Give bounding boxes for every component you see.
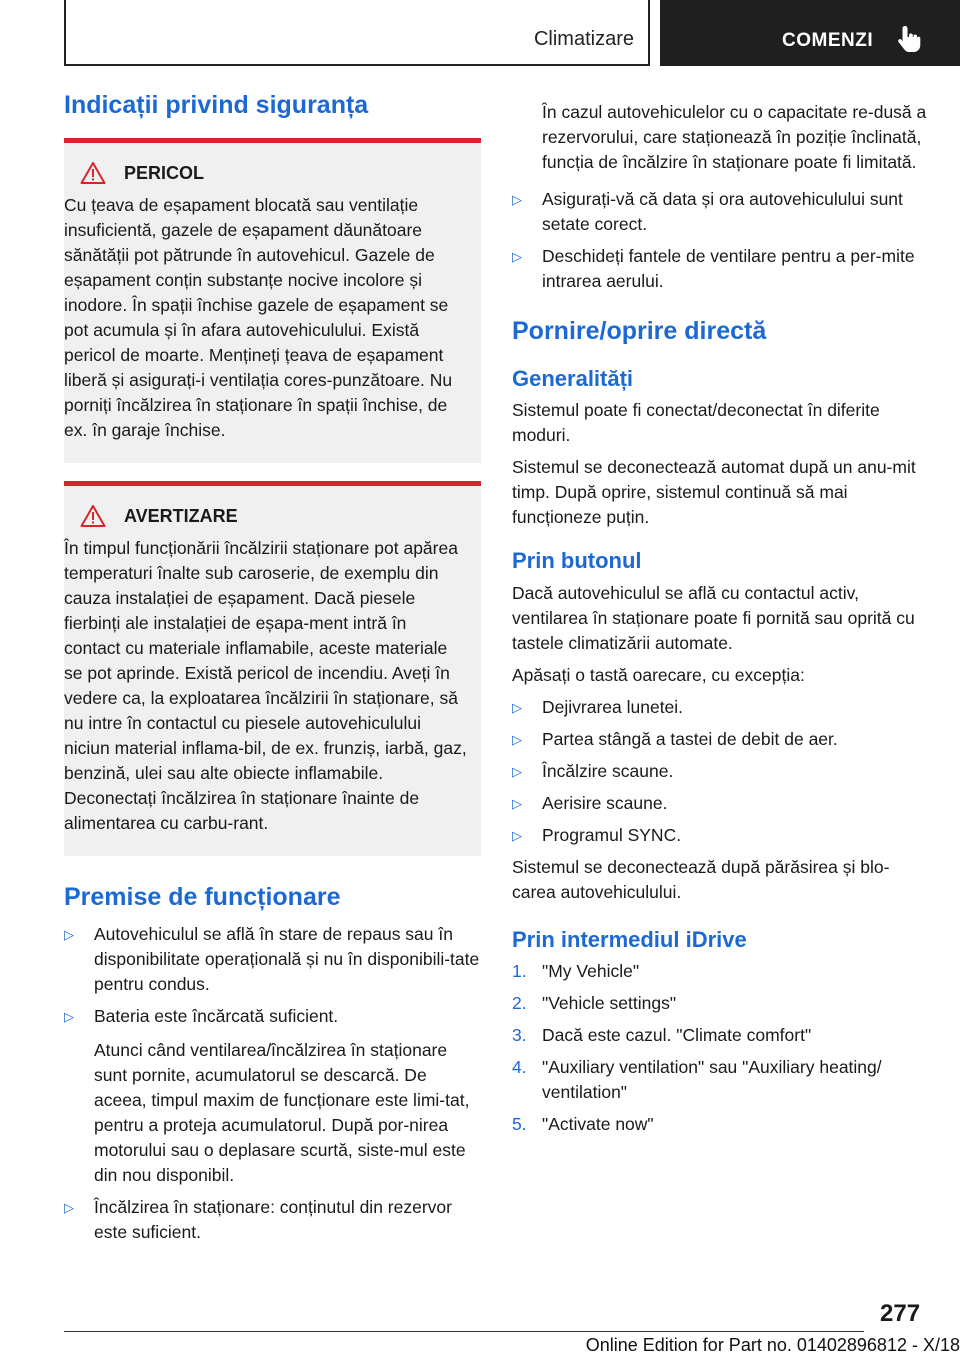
warning-box xyxy=(64,481,481,856)
right-column xyxy=(512,100,932,1144)
step-number: 5. xyxy=(512,1114,527,1135)
warning-header xyxy=(64,504,467,528)
danger-box xyxy=(64,138,481,463)
list-item: ▷ Asigurați-vă că data și ora autovehiculului sunt setate corect. xyxy=(512,189,903,234)
hand-pointer-icon xyxy=(896,24,922,54)
section-tab[interactable] xyxy=(660,0,960,66)
danger-header xyxy=(64,161,467,185)
chapter-title: Climatizare xyxy=(533,28,634,50)
general-heading: Generalități xyxy=(512,366,634,391)
warning-triangle-icon xyxy=(80,504,106,528)
bullet-triangle-icon: ▷ xyxy=(512,731,522,747)
list-item-note: Atunci când ventilarea/încălzirea în staționare sunt pornite, acumulatorul se descarcă. De aceea, timpul maxim de funcționare este limi-tat, pentru a proteja acumulatorul. După por-nirea motorului sau o deplasare scurtă, siste-mul este din nou disponibil. xyxy=(94,1040,470,1185)
list-item: ▷ Deschideți fantele de ventilare pentru a per-mite intrarea aerului. xyxy=(512,246,915,291)
warning-triangle-icon xyxy=(80,161,106,185)
list-item: ▷ Aerisire scaune. xyxy=(512,791,932,816)
list-item: ▷ Dejivrarea lunetei. xyxy=(512,695,932,720)
list-item: ▷ Încălzirea în staționare: conținutul din rezervor este suficient. xyxy=(64,1197,452,1242)
step-item: 2. "Vehicle settings" xyxy=(512,991,932,1016)
direct-start-heading: Pornire/oprire directă xyxy=(512,317,767,345)
danger-label: PERICOL xyxy=(124,162,205,183)
premise-list xyxy=(64,922,481,1245)
left-column xyxy=(64,90,481,1252)
bullet-triangle-icon: ▷ xyxy=(512,795,522,811)
premise-list-continued xyxy=(512,187,932,294)
bullet-triangle-icon: ▷ xyxy=(512,699,522,715)
button-exceptions-list xyxy=(512,695,932,848)
step-item: 1. "My Vehicle" xyxy=(512,959,932,984)
list-item: ▷ Partea stângă a tastei de debit de aer. xyxy=(512,727,932,752)
step-number: 4. xyxy=(512,1057,527,1078)
section-tab-label: COMENZI xyxy=(782,30,874,51)
step-item: 3. Dacă este cazul. "Climate comfort" xyxy=(512,1023,932,1048)
bullet-triangle-icon: ▷ xyxy=(512,192,522,207)
chapter-header-box xyxy=(64,0,650,66)
step-number: 1. xyxy=(512,961,527,982)
button-heading: Prin butonul xyxy=(512,548,642,574)
idrive-steps-list xyxy=(512,959,932,1137)
bullet-triangle-icon: ▷ xyxy=(64,927,74,942)
warning-label: AVERTIZARE xyxy=(124,505,238,526)
list-item: ▷ Autovehiculul se află în stare de repaus sau în disponibilitate operațională și nu în disponibili-tate pentru condus. xyxy=(64,924,480,994)
general-paragraph-1: Sistemul poate fi conectat/deconectat în diferite moduri. xyxy=(512,400,880,446)
list-item: ▷ Programul SYNC. xyxy=(512,823,932,848)
bullet-triangle-icon: ▷ xyxy=(512,249,522,264)
idrive-heading: Prin intermediul iDrive xyxy=(512,926,747,952)
list-item: ▷ Încălzire scaune. xyxy=(512,759,932,784)
general-paragraph-2: Sistemul se deconectează automat după un anu-mit timp. După oprire, sistemul continuă să mai funcționeze puțin. xyxy=(512,457,916,528)
footer-divider xyxy=(64,1331,864,1332)
continued-paragraph: În cazul autovehiculelor cu o capacitate re-dusă a rezervorului, care staționează în poziție înclinată, funcția de încălzire în staționare poate fi limitată. xyxy=(542,102,927,172)
danger-text: Cu țeava de eșapament blocată sau ventilație insuficientă, gazele de eșapament dăunătoare sănătății pot pătrunde în autovehicul. Gazele de eșapament conțin substanțe nocive incolore și inodore. În spații închise gazele de eșapament se pot acumula și în afara autovehiculului. Există pericol de moarte. Mențineți țeava de eșapament liberă și asigurați-i ventilația cores-punzătoare. Nu porniți încălzirea în staționare în spații închise, de ex. în garaje închise. xyxy=(64,195,453,440)
button-paragraph-2: Apăsați o tastă oarecare, cu excepția: xyxy=(512,664,805,685)
edition-footer: Online Edition for Part no. 01402896812 - X/18 xyxy=(585,1335,960,1355)
premise-heading: Premise de funcționare xyxy=(64,883,341,911)
step-item: 5. "Activate now" xyxy=(512,1112,932,1137)
page-number: 277 xyxy=(880,1300,921,1327)
bullet-triangle-icon: ▷ xyxy=(512,827,522,843)
bullet-triangle-icon: ▷ xyxy=(512,763,522,779)
button-paragraph-3: Sistemul se deconectează după părăsirea și blo-carea autovehiculului. xyxy=(512,856,890,902)
safety-heading: Indicații privind siguranța xyxy=(64,91,369,119)
button-paragraph-1: Dacă autovehiculul se află cu contactul activ, ventilarea în staționare poate fi pornită sau oprită cu tastele climatizării automate. xyxy=(512,582,915,653)
bullet-triangle-icon: ▷ xyxy=(64,1009,74,1024)
warning-text: În timpul funcționării încălzirii staționare pot apărea temperaturi înalte sub caroserie, de exemplu din cauza instalației de eșapament. Dacă piesele fierbinți ale instalației de eșapa-ment intră în contact cu materiale inflamabile, aceste materiale se pot aprinde. Există pericol de incendiu. Aveți în vedere ca, la exploatarea încălzirii în staționare, să nu intre în contactul cu piesele autovehiculului niciun material inflama-bil, de ex. frunziș, iarbă, gaz, benzină, ulei sau alte obiecte inflamabile. Deconectați încălzirea în staționare înainte de alimentarea cu carbu-rant. xyxy=(64,538,467,833)
list-item: ▷ Bateria este încărcată suficient. Atunci când ventilarea/încălzirea în staționare sunt pornite, acumulatorul se descarcă. De aceea, timpul maxim de funcționare este limi-tat, pentru a proteja acumulatorul. După por-nirea motorului sau o deplasare scurtă, siste-mul este din nou disponibil. xyxy=(64,1004,481,1188)
step-number: 3. xyxy=(512,1025,527,1046)
step-number: 2. xyxy=(512,993,527,1014)
page-header xyxy=(0,0,960,66)
bullet-triangle-icon: ▷ xyxy=(64,1200,74,1215)
step-item: 4. "Auxiliary ventilation" sau "Auxiliary heating/ ventilation" xyxy=(512,1057,882,1103)
